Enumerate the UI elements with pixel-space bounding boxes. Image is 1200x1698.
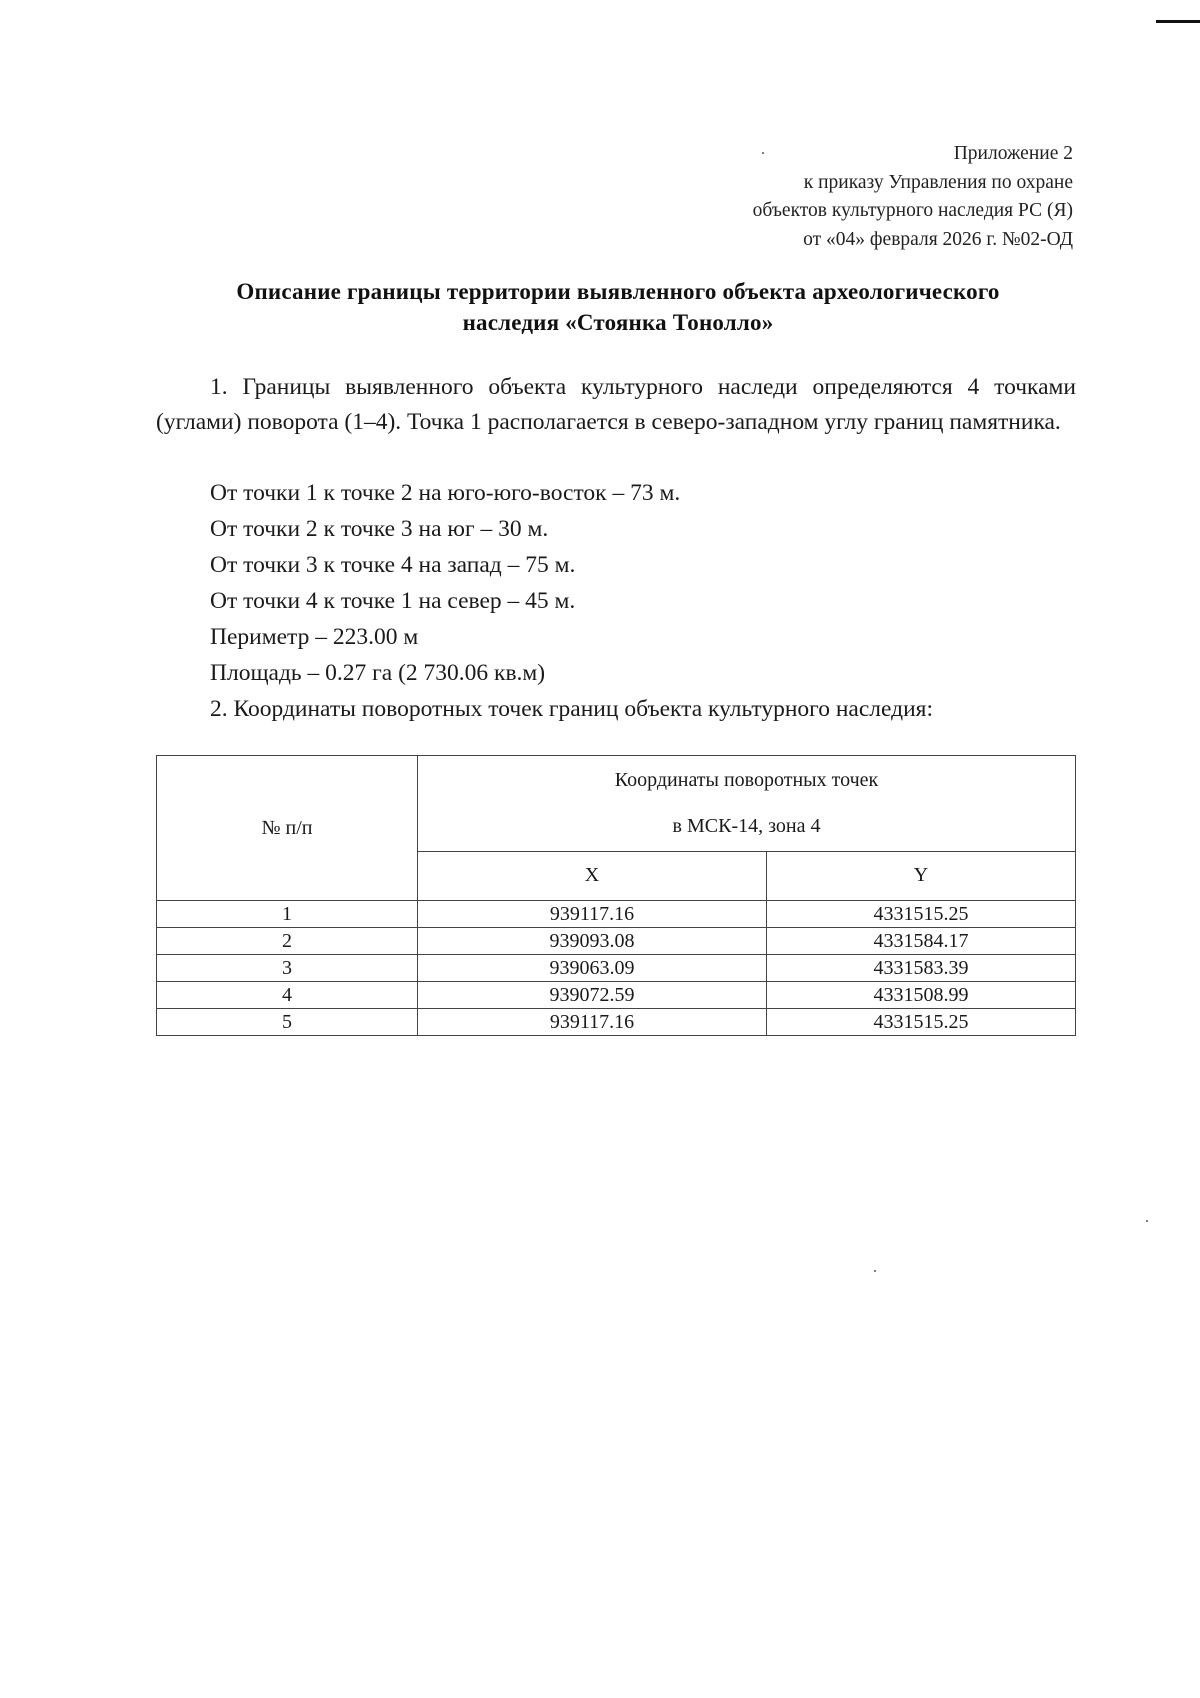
cell-y: 4331583.39 xyxy=(767,955,1076,982)
cell-x: 939117.16 xyxy=(418,901,767,928)
cell-y: 4331508.99 xyxy=(767,982,1076,1009)
coordinates-table xyxy=(156,755,1076,1036)
scan-speck xyxy=(1146,1220,1148,1222)
appendix-header xyxy=(753,140,1073,254)
cell-x: 939117.16 xyxy=(418,1009,767,1036)
header-x: X xyxy=(418,851,767,900)
area-line: Площадь – 0.27 га (2 730.06 кв.м) xyxy=(210,660,546,686)
document-title xyxy=(150,276,1086,338)
table-header-row xyxy=(157,756,1076,852)
cell-number: 4 xyxy=(157,982,418,1009)
segment-line: От точки 4 к точке 1 на север – 45 м. xyxy=(210,588,576,614)
cell-x: 939072.59 xyxy=(418,982,767,1009)
cell-y: 4331584.17 xyxy=(767,928,1076,955)
table-row xyxy=(157,1009,1076,1036)
cell-number: 5 xyxy=(157,1009,418,1036)
boundary-description-paragraph: 1. Границы выявленного объекта культурного наследи определяются 4 точками (углами) поворота (1–4). Точка 1 располагается в северо-западном углу границ памятника. xyxy=(156,374,1076,435)
header-group-line: Координаты поворотных точек xyxy=(614,769,879,792)
title-line: наследия «Стоянка Тонолло» xyxy=(462,310,774,335)
cell-x: 939063.09 xyxy=(418,955,767,982)
table-row xyxy=(157,982,1076,1009)
segment-line: От точки 1 к точке 2 на юго-юго-восток – 73 м. xyxy=(210,480,681,506)
segment-line: От точки 3 к точке 4 на запад – 75 м. xyxy=(210,552,576,578)
coordinates-intro: 2. Координаты поворотных точек границ объекта культурного наследия: xyxy=(210,696,933,722)
appendix-line: к приказу Управления по охране xyxy=(803,171,1073,193)
cell-y: 4331515.25 xyxy=(767,901,1076,928)
appendix-line: объектов культурного наследия РС (Я) xyxy=(752,200,1073,221)
perimeter-line: Периметр – 223.00 м xyxy=(210,624,419,650)
scan-edge-mark xyxy=(1156,20,1200,23)
cell-x: 939093.08 xyxy=(418,928,767,955)
segment-line: От точки 2 к точке 3 на юг – 30 м. xyxy=(210,516,549,542)
cell-number: 3 xyxy=(157,955,418,982)
cell-number: 2 xyxy=(157,928,418,955)
table-row xyxy=(157,928,1076,955)
header-y: Y xyxy=(767,851,1076,900)
table-row xyxy=(157,901,1076,928)
scan-speck xyxy=(874,1270,876,1272)
boundary-segments-list xyxy=(210,475,933,727)
header-number: № п/п xyxy=(157,756,418,901)
appendix-line: от «04» февраля 2026 г. №02-ОД xyxy=(803,228,1073,250)
table-row xyxy=(157,955,1076,982)
header-group-line: в МСК-14, зона 4 xyxy=(672,815,821,838)
title-line: Описание границы территории выявленного объекта археологического xyxy=(236,279,1000,304)
header-coordinates-group xyxy=(418,756,1076,852)
cell-number: 1 xyxy=(157,901,418,928)
cell-y: 4331515.25 xyxy=(767,1009,1076,1036)
appendix-line: Приложение 2 xyxy=(953,143,1073,164)
